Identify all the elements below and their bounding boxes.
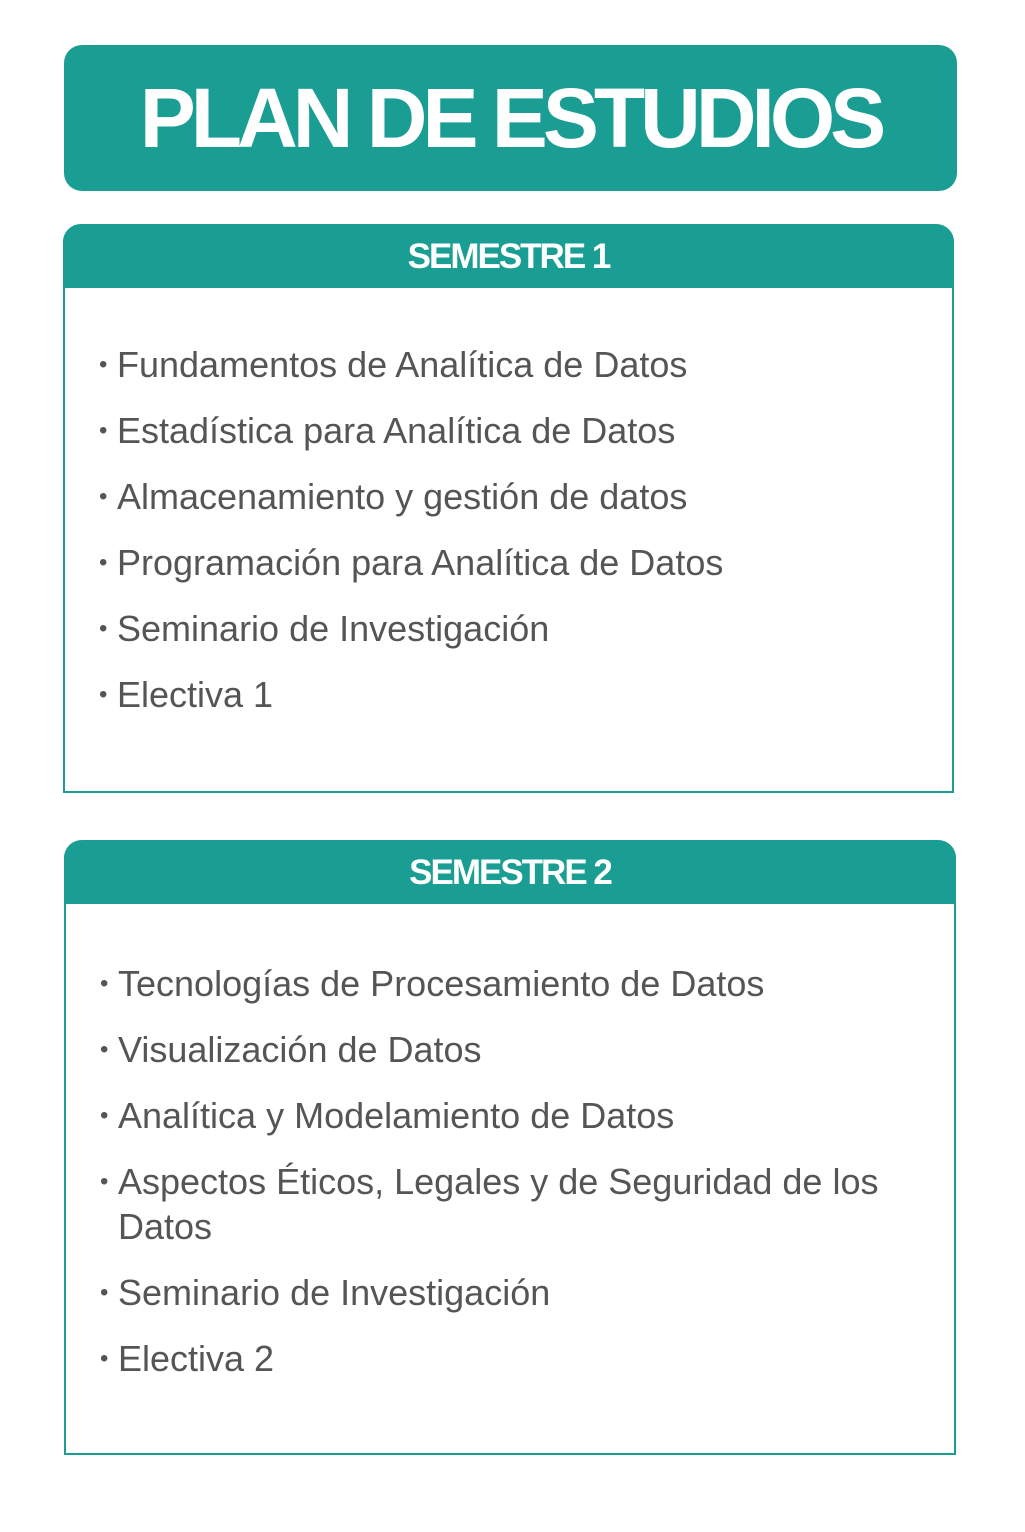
- bullet-icon: •: [100, 1345, 109, 1372]
- course-item: [99, 672, 919, 717]
- bullet-icon: •: [100, 970, 109, 997]
- bullet-icon: •: [99, 417, 108, 444]
- course-item: [100, 1159, 920, 1249]
- semester-2-title: SEMESTRE 2: [409, 852, 611, 892]
- course-item: [100, 1027, 920, 1072]
- course-label: Seminario de Investigación: [118, 1272, 551, 1313]
- bullet-icon: •: [99, 615, 108, 642]
- course-label: Programación para Analítica de Datos: [117, 542, 724, 583]
- course-label: Tecnologías de Procesamiento de Datos: [118, 963, 765, 1004]
- course-label: Estadística para Analítica de Datos: [117, 410, 676, 451]
- course-item: [99, 408, 919, 453]
- semester-2-course-list: [100, 961, 920, 1402]
- semester-1-card: [63, 224, 954, 793]
- course-label: Almacenamiento y gestión de datos: [117, 476, 688, 517]
- bullet-icon: •: [99, 549, 108, 576]
- course-label: Fundamentos de Analítica de Datos: [117, 344, 688, 385]
- course-item: [100, 1270, 920, 1315]
- semester-1-course-list: [99, 342, 919, 738]
- course-item: [99, 342, 919, 387]
- course-item: [99, 474, 919, 519]
- bullet-icon: •: [100, 1168, 109, 1195]
- bullet-icon: •: [99, 681, 108, 708]
- course-label: Electiva 2: [118, 1338, 275, 1379]
- title-banner: [64, 45, 957, 191]
- course-item: [99, 540, 919, 585]
- course-item: [100, 961, 920, 1006]
- bullet-icon: •: [100, 1279, 109, 1306]
- course-label: Visualización de Datos: [118, 1029, 482, 1070]
- course-label: Seminario de Investigación: [117, 608, 550, 649]
- course-label: Analítica y Modelamiento de Datos: [118, 1095, 675, 1136]
- bullet-icon: •: [100, 1102, 109, 1129]
- semester-2-header: [64, 840, 956, 904]
- bullet-icon: •: [99, 483, 108, 510]
- course-item: [99, 606, 919, 651]
- course-label: Electiva 1: [117, 674, 274, 715]
- semester-2-card: [64, 840, 956, 1455]
- course-label: Aspectos Éticos, Legales y de Seguridad de los Datos: [118, 1161, 879, 1247]
- course-item: [100, 1336, 920, 1381]
- bullet-icon: •: [100, 1036, 109, 1063]
- semester-1-header: [63, 224, 954, 288]
- semester-1-title: SEMESTRE 1: [407, 236, 610, 276]
- course-item: [100, 1093, 920, 1138]
- page-title: PLAN DE ESTUDIOS: [139, 71, 882, 165]
- bullet-icon: •: [99, 351, 108, 378]
